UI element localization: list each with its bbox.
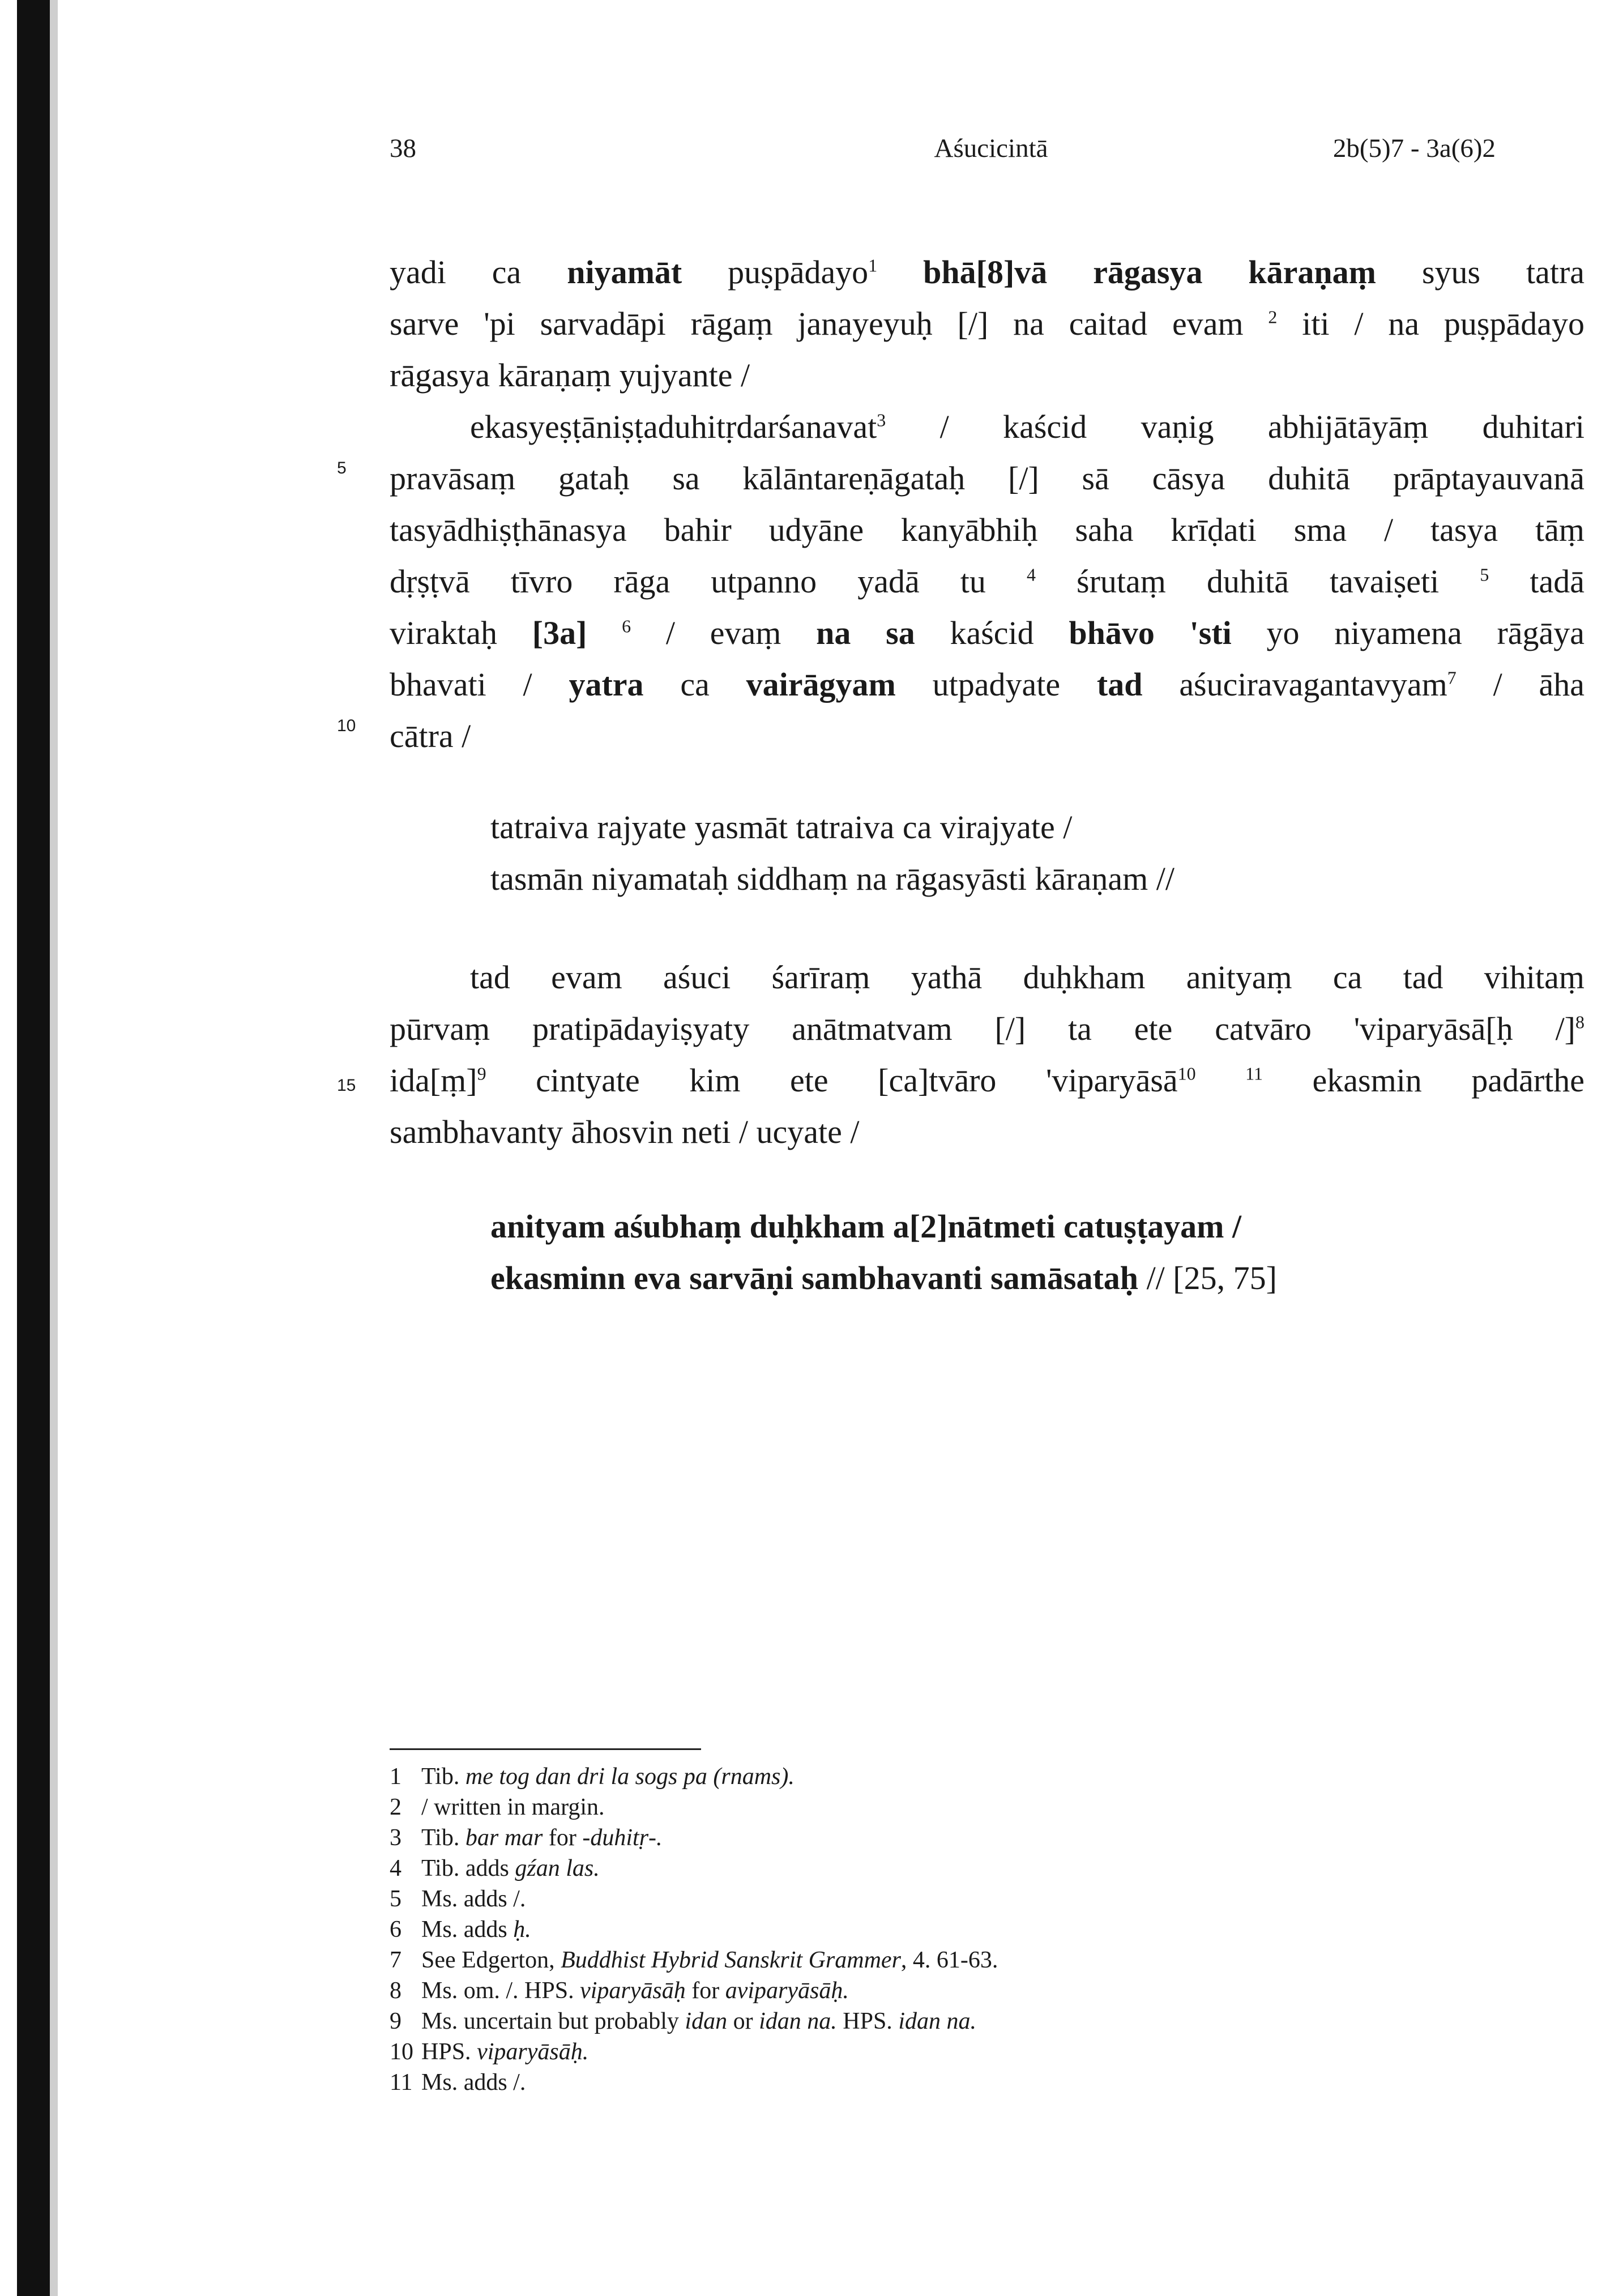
footnote: 7 See Edgerton, Buddhist Hybrid Sanskrit Grammer, 4. 61-63.: [390, 1947, 998, 1973]
footnote: 10 HPS. viparyāsāḥ.: [390, 2039, 589, 2065]
footnote-rule: [390, 1748, 701, 1750]
verse-line: anityam aśubhaṃ duḥkham a[2]nātmeti catuṣṭayam /: [490, 1208, 1242, 1245]
text-line: yadi ca niyamāt puṣpādayo$^1$ bhā[8]vā rāgasya kāraṇaṃ syus tatra: [390, 254, 1585, 291]
text-line: rāgasya kāraṇaṃ yujyante /: [390, 357, 750, 394]
text-line: cātra /: [390, 718, 471, 754]
line-number-10: 10: [337, 716, 356, 735]
text-line: tasyādhiṣṭhānasya bahir udyāne kanyābhiḥ saha krīḍati sma / tasya tāṃ: [390, 511, 1584, 548]
line-number-5: 5: [337, 459, 347, 477]
footnote: 2 / written in margin.: [390, 1794, 605, 1820]
verse-line: tasmān niyamataḥ siddhaṃ na rāgasyāsti kāraṇam //: [490, 860, 1174, 897]
text-line: sambhavanty āhosvin neti / ucyate /: [390, 1113, 860, 1150]
scan-binding-shadow: [17, 0, 50, 2296]
text-line: tad evam aśuci śarīraṃ yathā duḥkham anityaṃ ca tad vihitaṃ: [470, 959, 1584, 996]
footnote: 5 Ms. adds /.: [390, 1886, 526, 1912]
text-line: pravāsaṃ gataḥ sa kālāntareṇāgataḥ [/] sā cāsya duhitā prāptayauvanā: [390, 460, 1584, 497]
page-number: 38: [390, 134, 416, 163]
text-line: sarve 'pi sarvadāpi rāgaṃ janayeyuḥ [/] na caitad evam $^2$ iti / na puṣpādayo: [390, 305, 1584, 342]
verse-line: tatraiva rajyate yasmāt tatraiva ca virajyate /: [490, 809, 1073, 846]
footnote: 4 Tib. adds gźan las.: [390, 1855, 600, 1881]
text-line: ida[ṃ]$^9$ cintyate kim ete [ca]tvāro 'viparyāsā$^{10}$ $^{11}$ ekasmin padārthe: [390, 1062, 1584, 1099]
text-line: viraktaḥ [3a] $^6$ / evaṃ na sa kaścid bhāvo 'sti yo niyamena rāgāya: [390, 614, 1584, 651]
scan-binding-edge: [50, 0, 58, 2296]
running-title: Aśucicintā: [934, 134, 1048, 163]
footnote: 11 Ms. adds /.: [390, 2069, 526, 2096]
line-number-15: 15: [337, 1076, 356, 1095]
verse-line: ekasminn eva sarvāṇi sambhavanti samāsataḥ // [25, 75]: [490, 1260, 1277, 1296]
text-line: pūrvaṃ pratipādayiṣyaty anātmatvam [/] ta ete catvāro 'viparyāsā[ḥ /]$^8$: [390, 1010, 1584, 1047]
text-line: dṛṣṭvā tīvro rāga utpanno yadā tu $^4$ śrutaṃ duhitā tavaiṣeti $^5$ tadā: [390, 563, 1585, 600]
footnote: 8 Ms. om. /. HPS. viparyāsāḥ for aviparyāsāḥ.: [390, 1978, 849, 2004]
footnote: 1 Tib. me tog dan dri la sogs pa (rnams).: [390, 1764, 795, 1790]
text-line: ekasyeṣṭāniṣṭaduhitṛdarśanavat$^3$ / kaścid vaṇig abhijātāyāṃ duhitari: [470, 408, 1584, 445]
footnote: 3 Tib. bar mar for -duhitṛ-.: [390, 1825, 663, 1851]
manuscript-reference: 2b(5)7 - 3a(6)2: [1332, 134, 1496, 163]
text-line: bhavati / yatra ca vairāgyam utpadyate tad aśuciravagantavyam$^7$ / āha: [390, 666, 1584, 703]
footnote: 9 Ms. uncertain but probably idan or idan na. HPS. idan na.: [390, 2008, 976, 2034]
footnote: 6 Ms. adds ḥ.: [390, 1917, 531, 1943]
